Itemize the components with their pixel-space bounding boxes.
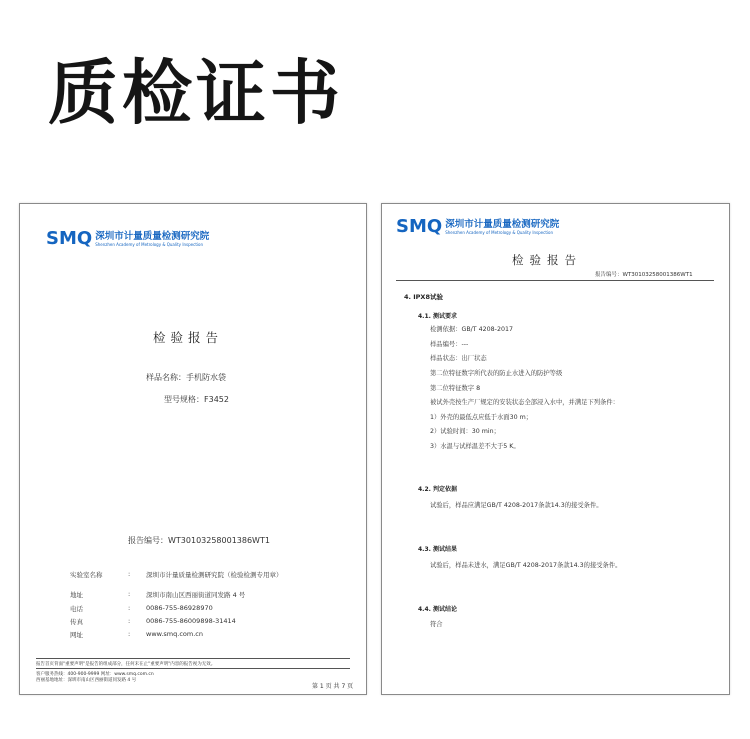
requirement-line: 1）外壳的最低点应低于水面30 m； <box>430 414 533 421</box>
smq-logo-mark: SMQ <box>396 216 443 237</box>
footer-rule <box>36 668 350 669</box>
report-test-page <box>381 203 730 695</box>
info-value: 0086-755-86009898-31414 <box>146 617 236 625</box>
info-colon: : <box>128 604 131 612</box>
requirement-line: 样品状态：出厂状态 <box>430 355 487 362</box>
info-label: 实验室名称 <box>70 571 103 579</box>
smq-name-cn: 深圳市计量质量检测研究院 <box>95 230 210 242</box>
section-4-4-title: 4.4. 测试结论 <box>418 606 457 613</box>
info-colon: : <box>128 617 131 625</box>
conclusion-line: 符合 <box>430 621 443 628</box>
info-value: 深圳市南山区西丽街道同发路 4 号 <box>146 591 246 599</box>
info-value: 深圳市计量质量检测研究院（检验检测专用章） <box>146 571 283 579</box>
footer-address: 西丽基地地址：深圳市南山区西丽街道同发路 4 号 <box>36 678 137 683</box>
info-label: 电话 <box>70 605 83 613</box>
info-label: 传真 <box>70 618 83 626</box>
smq-name-en: Shenzhen Academy of Metrology & Quality Inspection <box>95 241 203 247</box>
smq-logo <box>396 216 559 237</box>
info-value: 0086-755-86928970 <box>146 604 213 612</box>
info-label: 地址 <box>70 591 83 599</box>
smq-name-en: Shenzhen Academy of Metrology & Quality Inspection <box>445 229 553 235</box>
requirement-line: 检测依据：GB/T 4208-2017 <box>430 326 513 333</box>
requirement-line: 3）水温与试样温差不大于5 K。 <box>430 443 520 450</box>
footer-hotline: 客户服务热线：400-900-9999 网址：www.smq.com.cn <box>36 672 154 677</box>
section-4-1-title: 4.1. 测试要求 <box>418 313 457 320</box>
requirement-line: 第二位特征数字所代表的防止水进入的防护等级 <box>430 370 563 377</box>
page-number: 第 1 页 共 7 页 <box>312 683 354 690</box>
page-headline: 质检证书 <box>48 52 344 134</box>
smq-name-cn: 深圳市计量质量检测研究院 <box>445 218 560 230</box>
info-colon: : <box>128 630 131 638</box>
cover-report-no: 报告编号：WT30103258001386WT1 <box>128 536 270 545</box>
model-spec: 型号规格：F3452 <box>164 395 229 404</box>
header-rule <box>396 280 714 281</box>
info-colon: : <box>128 570 131 578</box>
info-colon: : <box>128 590 131 598</box>
cover-title: 检验报告 <box>153 330 224 345</box>
requirement-line: 第二位特征数字 8 <box>430 385 481 392</box>
footer-note: 报告首页背面"重要声明"是报告的组成部分，任何未在止"重要声明"内容的报告视为无效。 <box>36 662 216 667</box>
sample-name: 样品名称：手机防水袋 <box>146 373 226 382</box>
report-cover-page <box>19 203 367 695</box>
info-label: 网址 <box>70 631 83 639</box>
smq-logo-mark: SMQ <box>46 228 93 249</box>
section-4-3-title: 4.3. 测试结果 <box>418 546 457 553</box>
footer-rule <box>36 658 350 659</box>
requirement-line: 2）试验时间：30 min； <box>430 428 500 435</box>
test-page-title: 检验报告 <box>512 253 582 267</box>
test-page-report-no: 报告编号：WT30103258001386WT1 <box>595 272 693 278</box>
criteria-line: 试验后，样品应满足GB/T 4208-2017条款14.3的接受条件。 <box>430 502 603 509</box>
requirement-line: 样品编号：--- <box>430 341 469 348</box>
smq-logo <box>46 228 209 249</box>
section-4-2-title: 4.2. 判定依据 <box>418 486 457 493</box>
section-title: 4. IPX8试验 <box>404 293 443 301</box>
result-line: 试验后，样品未进水，满足GB/T 4208-2017条款14.3的接受条件。 <box>430 562 622 569</box>
info-value: www.smq.com.cn <box>146 630 203 638</box>
requirement-line: 被试外壳按生产厂规定的安装状态全部浸入水中，并满足下列条件： <box>430 399 619 406</box>
